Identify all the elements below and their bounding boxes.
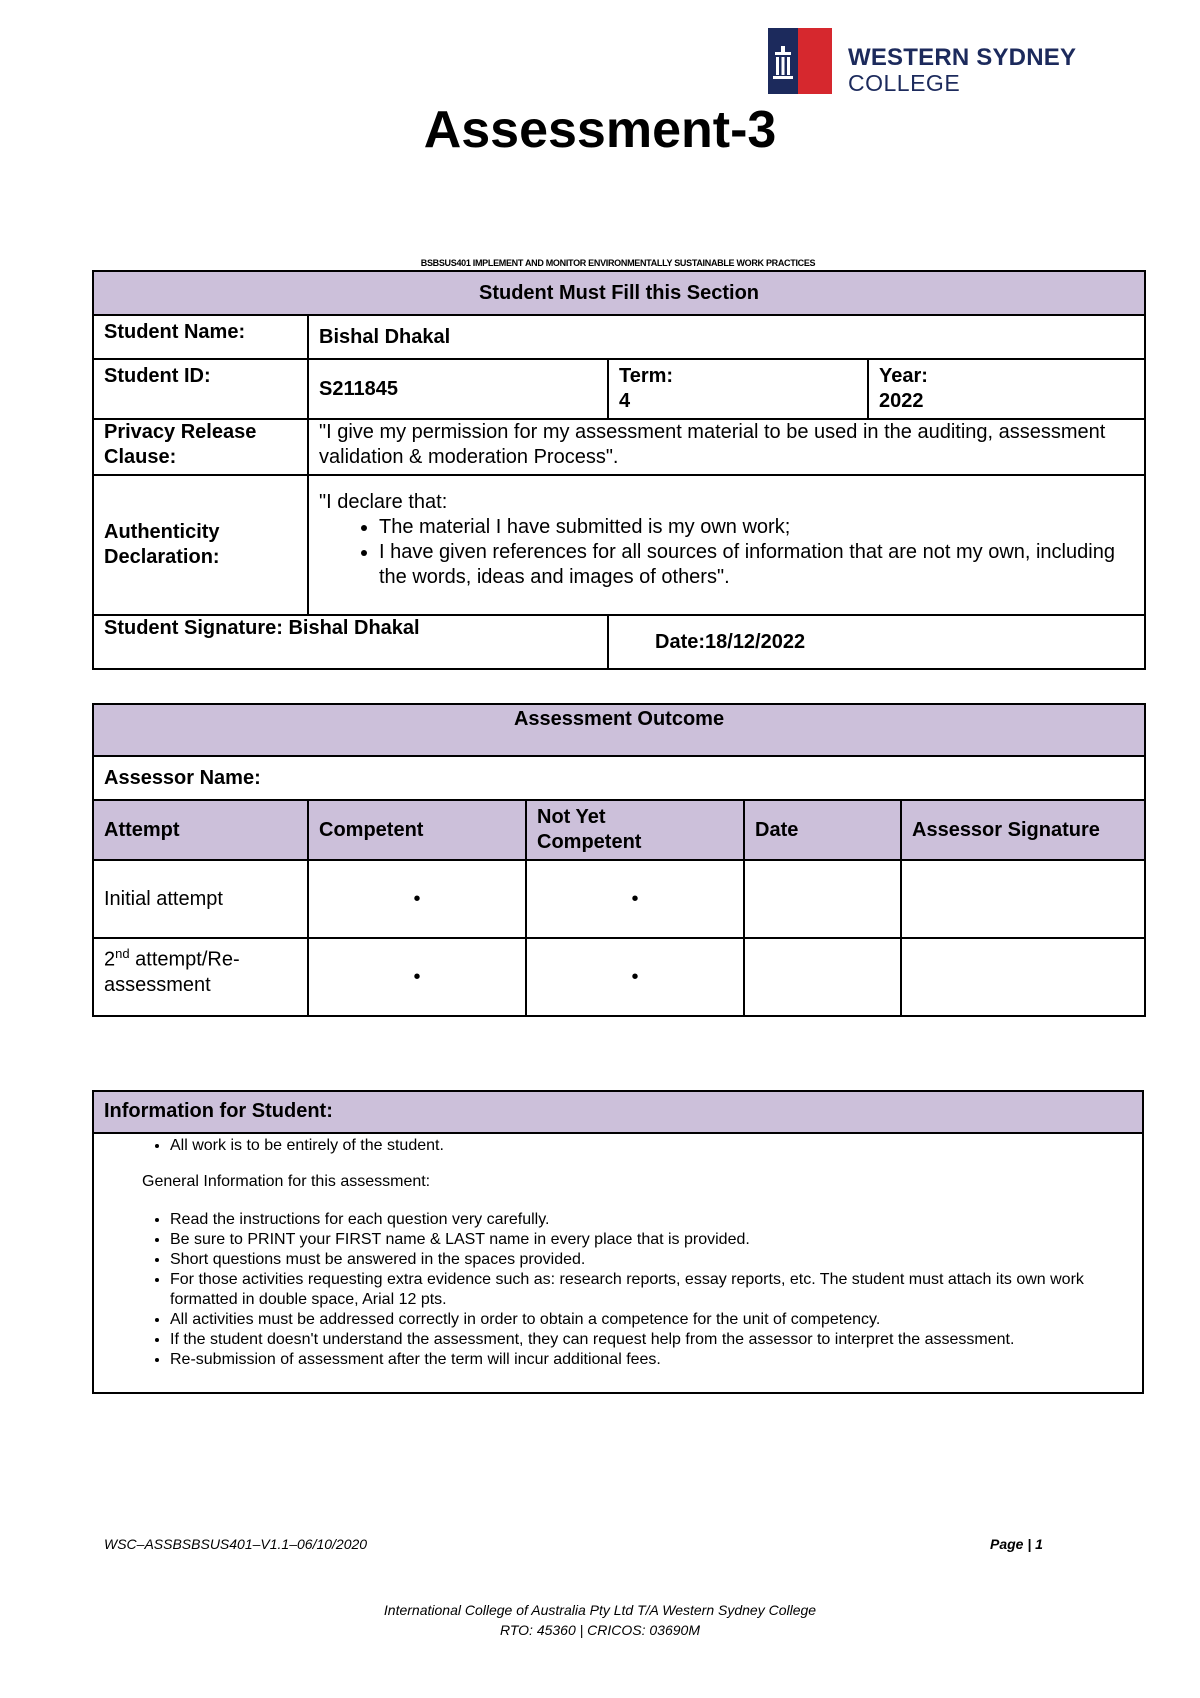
authenticity-list xyxy=(319,515,1134,590)
student-section-heading: Student Must Fill this Section xyxy=(93,271,1145,315)
list-item: • For those activities requesting extra evidence such as: research reports, essay reports, etc. The student must attach its own work formatted in double space, Arial 12 pts. xyxy=(170,1270,1142,1310)
organisation-footer xyxy=(0,1600,1200,1640)
table-row xyxy=(93,860,1145,938)
info-list xyxy=(94,1210,1142,1370)
student-id-label: Student ID: xyxy=(93,359,308,419)
date-initial[interactable] xyxy=(744,860,901,938)
signature-second[interactable] xyxy=(901,938,1145,1016)
signature-initial[interactable] xyxy=(901,860,1145,938)
competent-checkbox-second[interactable]: • xyxy=(308,938,526,1016)
organisation-name: International College of Australia Pty Ltd T/A Western Sydney College xyxy=(383,1602,817,1618)
list-item: • I have given references for all sources of information that are not my own, including the words, ideas and images of others". xyxy=(379,540,1134,590)
col-attempt: Attempt xyxy=(93,800,308,860)
privacy-text: "I give my permission for my assessment material to be used in the auditing, assessment validation & moderation Process". xyxy=(308,419,1145,475)
year-label: Year: xyxy=(879,365,928,387)
list-item: • If the student doesn't understand the assessment, they can request help from the assessor to interpret the assessment. xyxy=(170,1330,1142,1350)
list-item: • Re-submission of assessment after the term will incur additional fees. xyxy=(170,1350,1142,1370)
logo-text-line2: COLLEGE xyxy=(848,70,961,96)
submission-date[interactable]: Date:18/12/2022 xyxy=(608,615,1145,669)
competent-checkbox-initial[interactable]: • xyxy=(308,860,526,938)
document-id: WSC–ASSBSBSUS401–V1.1–06/10/2020 xyxy=(104,1536,368,1552)
logo-mark xyxy=(768,28,832,94)
term-label: Term: xyxy=(619,365,674,387)
assessment-outcome-table xyxy=(92,703,1146,1017)
attempt-second xyxy=(93,938,308,1016)
attempt-second-suffix: nd xyxy=(115,946,130,961)
term-cell[interactable] xyxy=(608,359,868,419)
year-cell[interactable] xyxy=(868,359,1145,419)
authenticity-label-line2: Declaration: xyxy=(104,546,220,568)
list-item: • Short questions must be answered in the spaces provided. xyxy=(170,1250,1142,1270)
list-item: • All work is to be entirely of the student. xyxy=(170,1136,1142,1156)
attempt-initial: Initial attempt xyxy=(93,860,308,938)
information-heading-text: Information for Student: xyxy=(104,1100,333,1122)
information-body xyxy=(94,1134,1142,1370)
unit-code: BSBSUS401 IMPLEMENT AND MONITOR ENVIRONMENTALLY SUSTAINABLE WORK PRACTICES xyxy=(420,258,816,268)
page-number: Page | 1 xyxy=(990,1536,1043,1552)
student-signature[interactable]: Student Signature: Bishal Dhakal xyxy=(93,615,608,669)
attempt-second-text: attempt/Re-assessment xyxy=(104,948,240,996)
list-item: • All activities must be addressed correctly in order to obtain a competence for the unit of competency. xyxy=(170,1310,1142,1330)
list-item: • The material I have submitted is my own work; xyxy=(379,515,1134,540)
year-value: 2022 xyxy=(879,390,924,412)
list-item: • Be sure to PRINT your FIRST name & LAST name in every place that is provided. xyxy=(170,1230,1142,1250)
registration-numbers: RTO: 45360 | CRICOS: 03690M xyxy=(500,1622,700,1638)
assessor-name-field[interactable]: Assessor Name: xyxy=(93,756,1145,800)
table-row xyxy=(93,938,1145,1016)
building-icon xyxy=(772,46,794,80)
authenticity-label-line1: Authenticity xyxy=(104,521,220,543)
information-box xyxy=(92,1090,1144,1394)
privacy-label-line2: Clause: xyxy=(104,446,177,468)
general-info-label: General Information for this assessment: xyxy=(142,1173,431,1190)
logo-text-line1: WESTERN SYDNEY xyxy=(848,44,1077,71)
col-competent: Competent xyxy=(308,800,526,860)
privacy-label xyxy=(93,419,308,475)
outcome-heading: Assessment Outcome xyxy=(93,704,1145,756)
attempt-second-number: 2 xyxy=(104,948,116,971)
authenticity-label xyxy=(93,475,308,615)
authenticity-intro: "I declare that: xyxy=(319,491,448,513)
list-item: • Read the instructions for each question very carefully. xyxy=(170,1210,1142,1230)
nyc-checkbox-initial[interactable]: • xyxy=(526,860,744,938)
student-name-label: Student Name: xyxy=(93,315,308,359)
term-value: 4 xyxy=(619,390,631,412)
student-name-value[interactable]: Bishal Dhakal xyxy=(308,315,1145,359)
privacy-label-line1: Privacy Release xyxy=(104,421,257,443)
info-first-list xyxy=(94,1136,1142,1156)
college-logo xyxy=(768,28,1077,96)
col-not-yet-competent: Not Yet Competent xyxy=(526,800,744,860)
date-second[interactable] xyxy=(744,938,901,1016)
authenticity-text xyxy=(308,475,1145,615)
col-assessor-signature: Assessor Signature xyxy=(901,800,1145,860)
student-id-value[interactable]: S211845 xyxy=(308,359,608,419)
page-title: Assessment-3 xyxy=(423,101,777,159)
col-date: Date xyxy=(744,800,901,860)
information-heading xyxy=(94,1092,1142,1134)
nyc-checkbox-second[interactable]: • xyxy=(526,938,744,1016)
student-section-table xyxy=(92,270,1146,670)
